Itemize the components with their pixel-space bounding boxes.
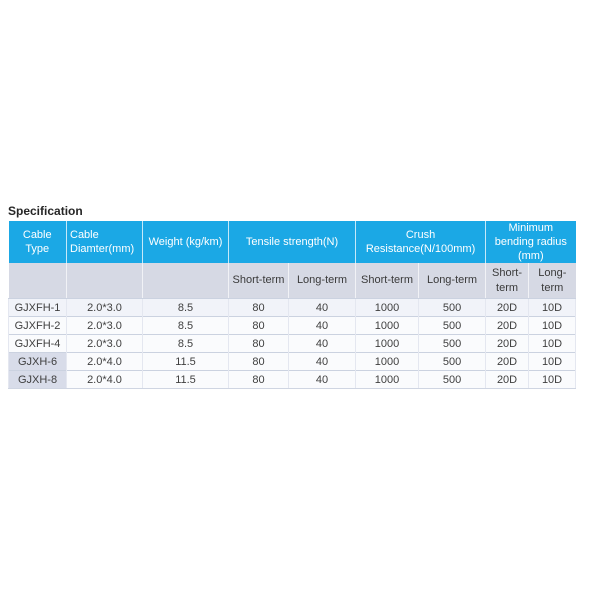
- cell-diameter: 2.0*3.0: [67, 299, 143, 317]
- subheader-row: [9, 263, 576, 299]
- cell-bending-long: 10D: [529, 353, 576, 371]
- cell-tensile-short: 80: [229, 371, 289, 389]
- cell-cable-type: GJXFH-2: [9, 317, 67, 335]
- cell-crush-short: 1000: [356, 299, 419, 317]
- col-header-min-bending-radius: Minimum bending radius (mm): [486, 221, 576, 263]
- col-header-cable-type: Cable Type: [9, 221, 67, 263]
- cell-weight: 8.5: [143, 317, 229, 335]
- col-header-tensile-strength: Tensile strength(N): [229, 221, 356, 263]
- cell-tensile-short: 80: [229, 353, 289, 371]
- specification-table: [8, 221, 576, 389]
- cell-crush-long: 500: [419, 299, 486, 317]
- cell-bending-long: 10D: [529, 317, 576, 335]
- cell-tensile-long: 40: [289, 299, 356, 317]
- cell-bending-short: 20D: [486, 353, 529, 371]
- cell-bending-long: 10D: [529, 335, 576, 353]
- subheader-empty-diameter: [67, 263, 143, 299]
- cell-tensile-long: 40: [289, 353, 356, 371]
- cell-diameter: 2.0*4.0: [67, 353, 143, 371]
- cell-cable-type: GJXFH-1: [9, 299, 67, 317]
- col-header-weight: Weight (kg/km): [143, 221, 229, 263]
- table-row: [9, 317, 576, 335]
- col-header-crush-resistance: Crush Resistance(N/100mm): [356, 221, 486, 263]
- cell-crush-long: 500: [419, 317, 486, 335]
- cell-bending-short: 20D: [486, 335, 529, 353]
- section-title: Specification: [8, 204, 83, 218]
- table-row: [9, 353, 576, 371]
- cell-crush-short: 1000: [356, 371, 419, 389]
- table-row: [9, 299, 576, 317]
- cell-crush-long: 500: [419, 353, 486, 371]
- table-row: [9, 335, 576, 353]
- cell-tensile-short: 80: [229, 299, 289, 317]
- cell-crush-long: 500: [419, 371, 486, 389]
- cell-bending-short: 20D: [486, 299, 529, 317]
- subheader-crush-long-term: Long-term: [419, 263, 486, 299]
- subheader-crush-short-term: Short-term: [356, 263, 419, 299]
- cell-bending-short: 20D: [486, 317, 529, 335]
- cell-weight: 8.5: [143, 335, 229, 353]
- cell-bending-long: 10D: [529, 371, 576, 389]
- cell-tensile-long: 40: [289, 371, 356, 389]
- subheader-tensile-long-term: Long-term: [289, 263, 356, 299]
- cell-crush-short: 1000: [356, 317, 419, 335]
- cell-cable-type: GJXH-6: [9, 353, 67, 371]
- cell-cable-type: GJXFH-4: [9, 335, 67, 353]
- cell-tensile-short: 80: [229, 317, 289, 335]
- cell-diameter: 2.0*4.0: [67, 371, 143, 389]
- cell-weight: 11.5: [143, 371, 229, 389]
- cell-tensile-short: 80: [229, 335, 289, 353]
- cell-tensile-long: 40: [289, 317, 356, 335]
- subheader-empty-weight: [143, 263, 229, 299]
- col-header-cable-diameter: Cable Diamter(mm): [67, 221, 143, 263]
- table-row: [9, 371, 576, 389]
- cell-crush-long: 500: [419, 335, 486, 353]
- cell-cable-type: GJXH-8: [9, 371, 67, 389]
- group-header-row: [9, 221, 576, 263]
- cell-bending-short: 20D: [486, 371, 529, 389]
- cell-weight: 11.5: [143, 353, 229, 371]
- cell-weight: 8.5: [143, 299, 229, 317]
- cell-tensile-long: 40: [289, 335, 356, 353]
- cell-diameter: 2.0*3.0: [67, 335, 143, 353]
- cell-crush-short: 1000: [356, 353, 419, 371]
- cell-bending-long: 10D: [529, 299, 576, 317]
- cell-crush-short: 1000: [356, 335, 419, 353]
- subheader-tensile-short-term: Short-term: [229, 263, 289, 299]
- cell-diameter: 2.0*3.0: [67, 317, 143, 335]
- subheader-empty-cable-type: [9, 263, 67, 299]
- subheader-bending-short-term: Short-term: [486, 263, 529, 299]
- subheader-bending-long-term: Long-term: [529, 263, 576, 299]
